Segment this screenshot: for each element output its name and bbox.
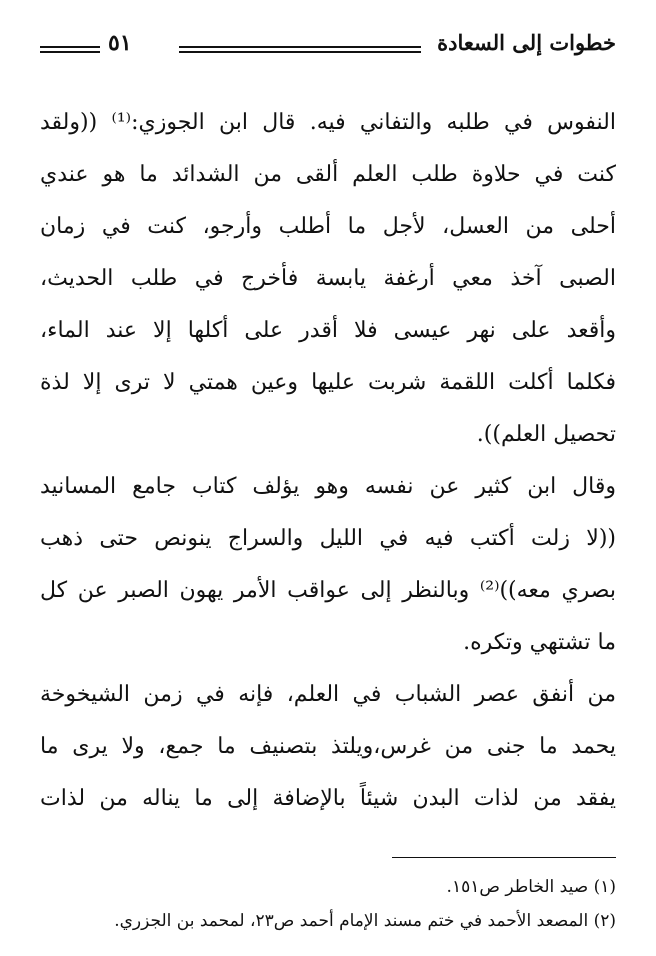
page-header — [40, 28, 616, 64]
body-text — [40, 100, 616, 828]
footnote-2: (٢) المصعد الأحمد في ختم مسند الإمام أحمد ص٢٣، لمحمد بن الجزري. — [114, 911, 616, 931]
footnote-divider — [392, 857, 616, 858]
header-rule-long — [179, 46, 421, 53]
text-line: ما تشتهي وتكره. — [463, 630, 616, 655]
text-line: بصري معه))⁽²⁾ وبالنظر إلى عواقب الأمر يهون الصبر عن كل — [40, 578, 616, 603]
text-line: وقال ابن كثير عن نفسه وهو يؤلف كتاب جامع المسانيد — [40, 474, 616, 499]
running-title: خطوات إلى السعادة — [437, 30, 616, 55]
text-line: كنت في حلاوة طلب العلم ألقى من الشدائد ما هو عندي — [40, 162, 616, 187]
text-line: يفقد من لذات البدن شيئاً بالإضافة إلى ما يناله من لذات — [40, 786, 616, 811]
text-line: أحلى من العسل، لأجل ما أطلب وأرجو، كنت في زمان — [40, 214, 616, 239]
text-line: تحصيل العلم)). — [476, 422, 616, 447]
footnote-1: (١) صيد الخاطر ص١٥١. — [446, 877, 616, 897]
text-line: ((لا زلت أكتب فيه في الليل والسراج ينونص حتى ذهب — [40, 526, 616, 551]
footnotes — [40, 872, 616, 940]
text-line: وأقعد على نهر عيسى فلا أقدر على أكلها إلا عند الماء، — [40, 318, 616, 343]
header-rule-short — [40, 46, 100, 53]
text-line: الصبى آخذ معي أرغفة يابسة فأخرج في طلب الحديث، — [40, 266, 616, 291]
text-line: فكلما أكلت اللقمة شربت عليها وعين همتي لا ترى إلا لذة — [40, 370, 616, 395]
page-number: ٥١ — [108, 30, 132, 56]
text-line: من أنفق عصر الشباب في العلم، فإنه في زمن الشيخوخة — [40, 682, 616, 707]
text-line: النفوس في طلبه والتفاني فيه. قال ابن الجوزي:⁽¹⁾ ((ولقد — [40, 110, 616, 135]
text-line: يحمد ما جنى من غرس،ويلتذ بتصنيف ما جمع، ولا يرى ما — [40, 734, 616, 759]
